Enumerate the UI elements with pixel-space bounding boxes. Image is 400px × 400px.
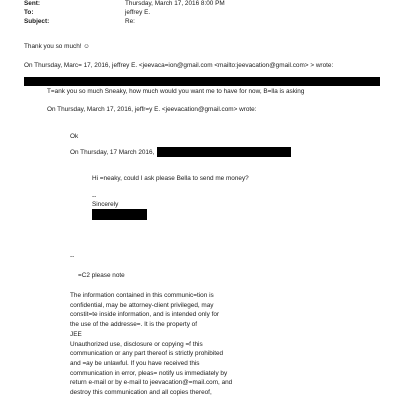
quote1-header: On Thursday, Marc= 17, 2016, jeffrey E. <jeevaca=ion@gmail.com <mailto:jeevacation@gmail.com> > wrote:: [24, 62, 334, 69]
sent-value: Thursday, March 17, 2016 8:00 PM: [125, 0, 225, 7]
disclaimer-line: confidential, may be attorney-client privileged, may: [70, 301, 214, 309]
disclaimer-block: [70, 291, 232, 398]
please-note: =C2 please note: [78, 272, 125, 279]
to-value: jeffrey E.: [125, 9, 151, 16]
disclaimer-line: communication or any part thereof is strictly prohibited: [70, 350, 224, 358]
separator-dash: --: [70, 253, 75, 260]
sincerely-text: Sincerely: [92, 201, 119, 208]
redaction-bar: [24, 77, 380, 86]
disclaimer-line: and =ay be unlawful. If you have received this: [70, 359, 200, 367]
thanks-line: Thank you so much! ☺: [24, 43, 90, 50]
subject-value: Re:: [125, 18, 135, 25]
disclaimer-line: constit=te inside information, and is intended only for: [70, 311, 220, 319]
disclaimer-line: communication in error, pleas= notify us immediately by: [70, 369, 228, 377]
quote2-header: On Thursday, March 17, 2016, jeffr=y E. <jeevacation@gmail.com> wrote:: [47, 106, 257, 113]
redaction-bar: [92, 209, 147, 220]
disclaimer-line: return e-mail or by e-mail to jeevacation@=mail.com, and: [70, 379, 233, 387]
quote1-text: T=ank you so much Sneaky, how much would you want me to have for now, B=lla is asking: [47, 88, 305, 95]
disclaimer-line: Unauthorized use, disclosure or copying =f this: [70, 340, 203, 348]
subject-label: Subject:: [24, 18, 50, 25]
disclaimer-line: JEE: [70, 330, 82, 338]
signature-dash: --: [92, 193, 97, 200]
redaction-bar: [157, 147, 291, 157]
request-text: Hi =neaky, could I ask please Bella to send me money?: [92, 175, 249, 182]
disclaimer-line: destroy this communication and all copies thereof,: [70, 389, 212, 397]
ok-text: Ok: [70, 133, 79, 140]
to-label: To:: [24, 9, 34, 16]
disclaimer-line: the use of the addresse=. It is the property of: [70, 321, 198, 329]
sent-label: Sent:: [24, 0, 40, 7]
quote3-header: On Thursday, 17 March 2016,: [70, 149, 155, 156]
disclaimer-line: The information contained in this communic=tion is: [70, 292, 214, 299]
